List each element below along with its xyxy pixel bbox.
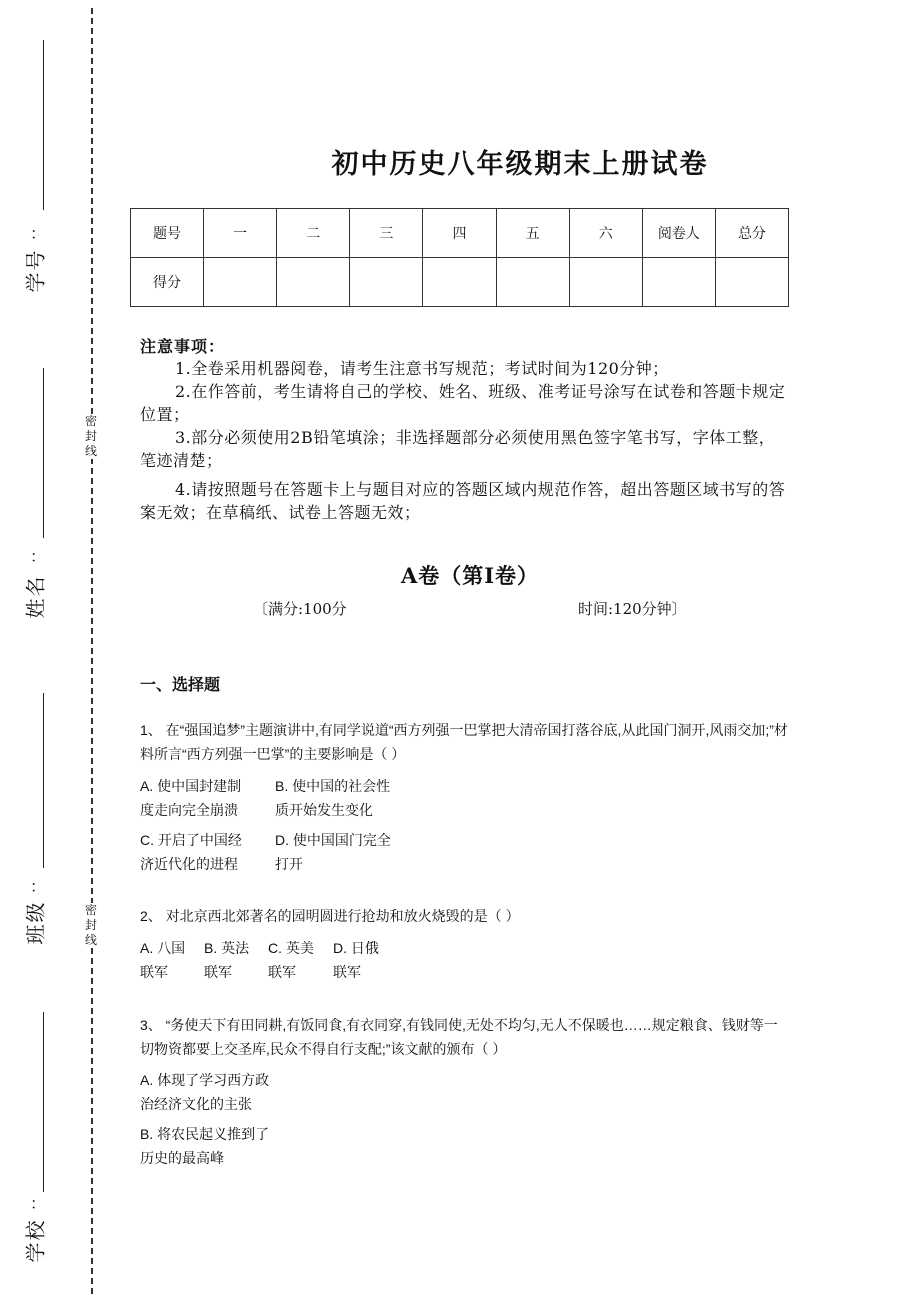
question-option: A. 使中国封建制 度走向完全崩溃: [140, 778, 242, 818]
student-id-label: 学号: [23, 248, 48, 293]
question-option: B. 使中国的社会性 质开始发生变化: [275, 778, 391, 818]
seal-line-mark-lower: 密 封 线: [84, 903, 97, 947]
score-table-score-row: [131, 258, 789, 307]
class-colon: ：: [30, 877, 47, 896]
question-stem: 1、 在“强国追梦”主题演讲中,有同学说道“西方列强一巴掌把大清帝国打落谷底,从此国门洞开,风雨交加;”材料所言“西方列强一巴掌”的主要影响是（ ）: [140, 722, 788, 762]
question-option: D. 使中国国门完全 打开: [275, 832, 391, 872]
header-cell: 阅卷人: [642, 209, 715, 258]
score-table-header-row: [131, 209, 789, 258]
note-item: 3.部分必须使用2B铅笔填涂；非选择题部分必须使用黑色签字笔书写，字体工整，笔迹清楚；: [140, 428, 776, 470]
school-colon: ：: [30, 1194, 47, 1213]
question-option: A. 八国 联军: [140, 940, 186, 980]
school-blank: [43, 1012, 44, 1192]
header-cell: 四: [423, 209, 496, 258]
header-cell: 六: [569, 209, 642, 258]
question-option: C. 英美 联军: [268, 940, 314, 980]
name-blank: [43, 368, 44, 538]
student-id-blank: [43, 40, 44, 210]
question-stem: 2、 对北京西北郊著名的园明圆进行抢劫和放火烧毁的是（ ）: [140, 908, 520, 924]
header-cell: 总分: [715, 209, 788, 258]
score-cell: [569, 258, 642, 307]
section-title: 一、选择题: [140, 675, 221, 694]
header-cell: 五: [496, 209, 569, 258]
header-cell: 一: [204, 209, 277, 258]
header-cell: 题号: [131, 209, 204, 258]
student-id-colon: ：: [30, 224, 47, 243]
page-title: 初中历史八年级期末上册试卷: [331, 149, 709, 180]
score-cell: [496, 258, 569, 307]
score-cell: [715, 258, 788, 307]
note-item: 4.请按照题号在答题卡上与题目对应的答题区域内规范作答，超出答题区域书写的答案无效；在草稿纸、试卷上答题无效；: [140, 480, 786, 522]
score-cell: [642, 258, 715, 307]
note-item: 1.全卷采用机器阅卷，请考生注意书写规范；考试时间为120分钟；: [175, 359, 669, 378]
name-label: 姓名: [23, 574, 48, 619]
score-table: [130, 208, 789, 307]
note-item: 2.在作答前，考生请将自己的学校、姓名、班级、准考证号涂写在试卷和答题卡规定位置；: [140, 382, 786, 424]
class-label: 班级: [23, 900, 48, 945]
question-option: C. 开启了中国经 济近代化的进程: [140, 832, 242, 872]
seal-line-mark-upper: 密 封 线: [84, 414, 97, 458]
question-option: B. 英法 联军: [204, 940, 250, 980]
exam-time: 时间:120分钟〕: [578, 600, 687, 618]
question-option: D. 日俄 联军: [333, 940, 379, 980]
question-option: A. 体现了学习西方政 治经济文化的主张: [140, 1072, 270, 1112]
score-cell: [204, 258, 277, 307]
score-cell: [423, 258, 496, 307]
name-colon: ：: [30, 547, 47, 566]
class-blank: [43, 693, 44, 868]
question-option: B. 将农民起义推到了 历史的最高峰: [140, 1126, 270, 1166]
score-cell: [277, 258, 350, 307]
notes-title: 注意事项：: [140, 337, 226, 356]
volume-title: A卷（第I卷）: [400, 563, 540, 588]
score-cell: [350, 258, 423, 307]
header-cell: 二: [277, 209, 350, 258]
binding-dashed-line: [91, 8, 93, 1294]
score-row-label: 得分: [131, 258, 204, 307]
full-score: 〔满分:100分: [253, 600, 347, 618]
school-label: 学校: [23, 1218, 48, 1263]
header-cell: 三: [350, 209, 423, 258]
question-stem: 3、 “务使天下有田同耕,有饭同食,有衣同穿,有钱同使,无处不均匀,无人不保暖也……规定粮食、钱财等一切物资都要上交圣库,民众不得自行支配;”该文献的颁布（ ）: [140, 1017, 778, 1057]
